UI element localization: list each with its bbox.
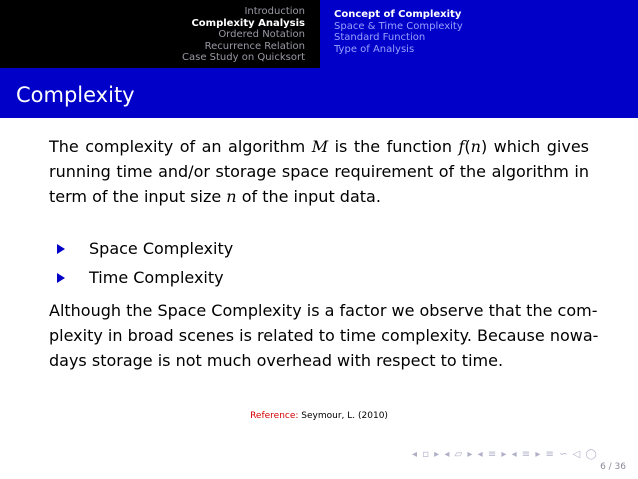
frame-title-bar — [0, 68, 638, 118]
nav-subsection-concept-of-complexity[interactable]: Concept of Complexity — [334, 9, 462, 20]
nav-subsection-type-of-analysis[interactable]: Type of Analysis — [334, 43, 415, 55]
math-variable-M: M — [311, 137, 329, 156]
math-variable-n: n — [470, 137, 481, 156]
nav-section-case-study-quicksort[interactable]: Case Study on Quicksort — [182, 52, 305, 64]
definition-line-3: term of the input size n of the input data. — [49, 187, 381, 206]
reference-text: Seymour, L. (2010) — [301, 411, 388, 421]
nav-section-complexity-analysis[interactable]: Complexity Analysis — [191, 17, 305, 29]
observation-line-3: days storage is not much overhead with respect to time. — [49, 351, 504, 370]
triangle-bullet-icon — [57, 244, 65, 254]
complexity-list — [49, 234, 589, 292]
nav-section-introduction[interactable]: Introduction — [244, 6, 305, 17]
observation-line-2: plexity in broad scenes is related to time complexity. Because nowa- — [49, 326, 599, 345]
definition-paragraph — [49, 134, 589, 209]
definition-line-2: running time and/or storage space requirement of the algorithm in — [49, 162, 589, 181]
nav-subsection-space-time-complexity[interactable]: Space & Time Complexity — [334, 20, 463, 32]
nav-section-recurrence-relation[interactable]: Recurrence Relation — [204, 40, 305, 52]
math-variable-n: n — [226, 187, 237, 206]
beamer-navigation-icons[interactable]: ◂ ▫ ▸ ◂ ▱ ▸ ◂ ≡ ▸ ◂ ≡ ▸ ≡ ∽ ◁ ◯ — [412, 449, 598, 460]
nav-subsection-standard-function[interactable]: Standard Function — [334, 32, 426, 44]
math-variable-f: f — [458, 137, 465, 156]
slide-content — [49, 134, 599, 373]
page-number: 6 / 36 — [600, 462, 626, 472]
reference-note — [0, 411, 638, 421]
observation-paragraph — [49, 298, 599, 373]
frame-title: Complexity — [16, 83, 135, 107]
reference-label: Reference: — [250, 411, 299, 421]
subsection-navigation — [320, 0, 638, 68]
observation-line-1: Although the Space Complexity is a factor we observe that the com- — [49, 301, 598, 320]
list-item: Time Complexity — [49, 263, 589, 292]
section-navigation — [0, 6, 305, 64]
definition-line-1: The complexity of an algorithm M is the function f(n) which gives — [49, 137, 589, 156]
headline-bar — [0, 0, 638, 68]
triangle-bullet-icon — [57, 273, 65, 283]
list-item: Space Complexity — [49, 234, 589, 263]
nav-section-ordered-notation[interactable]: Ordered Notation — [218, 29, 305, 41]
